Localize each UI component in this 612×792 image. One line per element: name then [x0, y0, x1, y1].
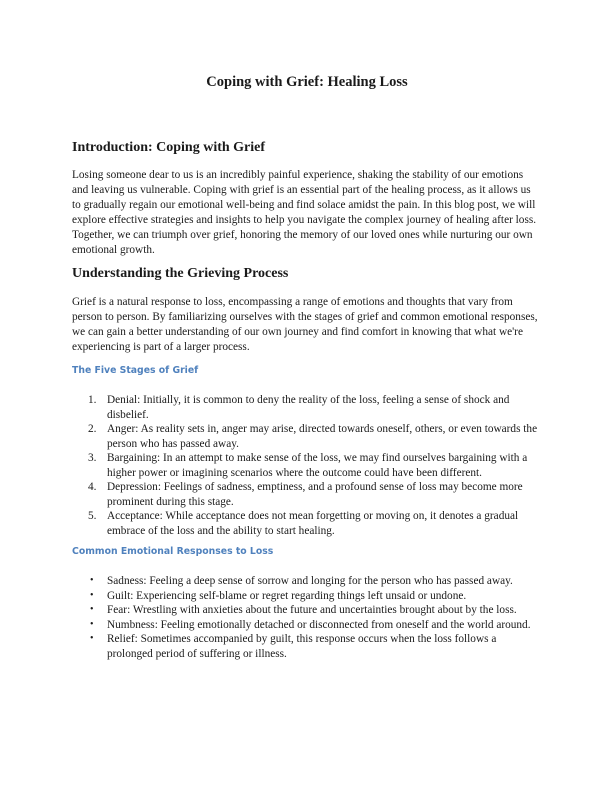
list-number: 2.	[88, 423, 97, 435]
list-item	[72, 393, 542, 422]
document-title: Coping with Grief: Healing Loss	[206, 74, 408, 90]
list-item-text: Bargaining: In an attempt to make sense of the loss, we may find ourselves bargaining with a higher power or imagining scenarios where the outcome could have been different.	[107, 452, 528, 479]
introduction-paragraph: Losing someone dear to us is an incredibly painful experience, shaking the stability of our emotions and leaving us vulnerable. Coping with grief is an essential part of the healing process, as it allows us to gradually regain our emotional well-being and find solace amidst the pain. In this blog post, we will explore effective strategies and insights to help you navigate the complex journey of healing after loss. Together, we can triumph over grief, honoring the memory of our loved ones while nurturing our own emotional growth.	[72, 169, 537, 256]
list-item-text: Depression: Feelings of sadness, emptiness, and a profound sense of loss may become more prominent during this stage.	[107, 481, 523, 508]
list-item	[72, 451, 542, 480]
bullet-icon: •	[90, 575, 94, 586]
list-item-text: Guilt: Experiencing self-blame or regret regarding things left unsaid or undone.	[107, 589, 467, 602]
list-item	[72, 509, 542, 538]
list-item-text: Numbness: Feeling emotionally detached or disconnected from oneself and the world around.	[107, 618, 531, 631]
list-item	[72, 480, 542, 509]
list-item	[72, 574, 542, 589]
bullet-icon: •	[90, 604, 94, 615]
bullet-icon: •	[90, 589, 94, 601]
list-item-text: Denial: Initially, it is common to deny the reality of the loss, feeling a sense of shock and disbelief.	[107, 394, 510, 421]
subheading-emotional-responses: Common Emotional Responses to Loss	[72, 546, 274, 557]
subheading-five-stages: The Five Stages of Grief	[72, 365, 199, 376]
list-item	[72, 422, 542, 451]
five-stages-list	[72, 393, 542, 538]
bullet-icon: •	[90, 633, 94, 644]
section-heading-introduction: Introduction: Coping with Grief	[72, 140, 266, 155]
list-item	[72, 589, 542, 604]
section-heading-grieving-process: Understanding the Grieving Process	[72, 266, 289, 281]
list-item	[72, 603, 542, 618]
list-number: 3.	[88, 452, 97, 464]
list-number: 4.	[88, 481, 97, 493]
bullet-icon: •	[90, 618, 94, 630]
list-item-text: Anger: As reality sets in, anger may arise, directed towards oneself, others, or even towards the person who has passed away.	[107, 423, 538, 450]
list-item-text: Sadness: Feeling a deep sense of sorrow and longing for the person who has passed away.	[107, 575, 513, 587]
list-item	[72, 632, 542, 661]
list-number: 5.	[88, 510, 97, 522]
list-item-text: Relief: Sometimes accompanied by guilt, this response occurs when the loss follows a prolonged period of suffering or illness.	[107, 633, 497, 660]
list-item	[72, 618, 542, 633]
list-item-text: Fear: Wrestling with anxieties about the future and uncertainties brought about by the loss.	[107, 604, 517, 616]
grieving-process-paragraph: Grief is a natural response to loss, encompassing a range of emotions and thoughts that vary from person to person. By familiarizing ourselves with the stages of grief and common emotional responses, we can gain a better understanding of our own journey and find comfort in knowing that what we're experiencing is part of a larger process.	[72, 296, 538, 353]
list-number: 1.	[88, 394, 97, 406]
list-item-text: Acceptance: While acceptance does not mean forgetting or moving on, it denotes a gradual embrace of the loss and the ability to start healing.	[107, 510, 519, 537]
emotional-responses-list	[72, 574, 542, 661]
